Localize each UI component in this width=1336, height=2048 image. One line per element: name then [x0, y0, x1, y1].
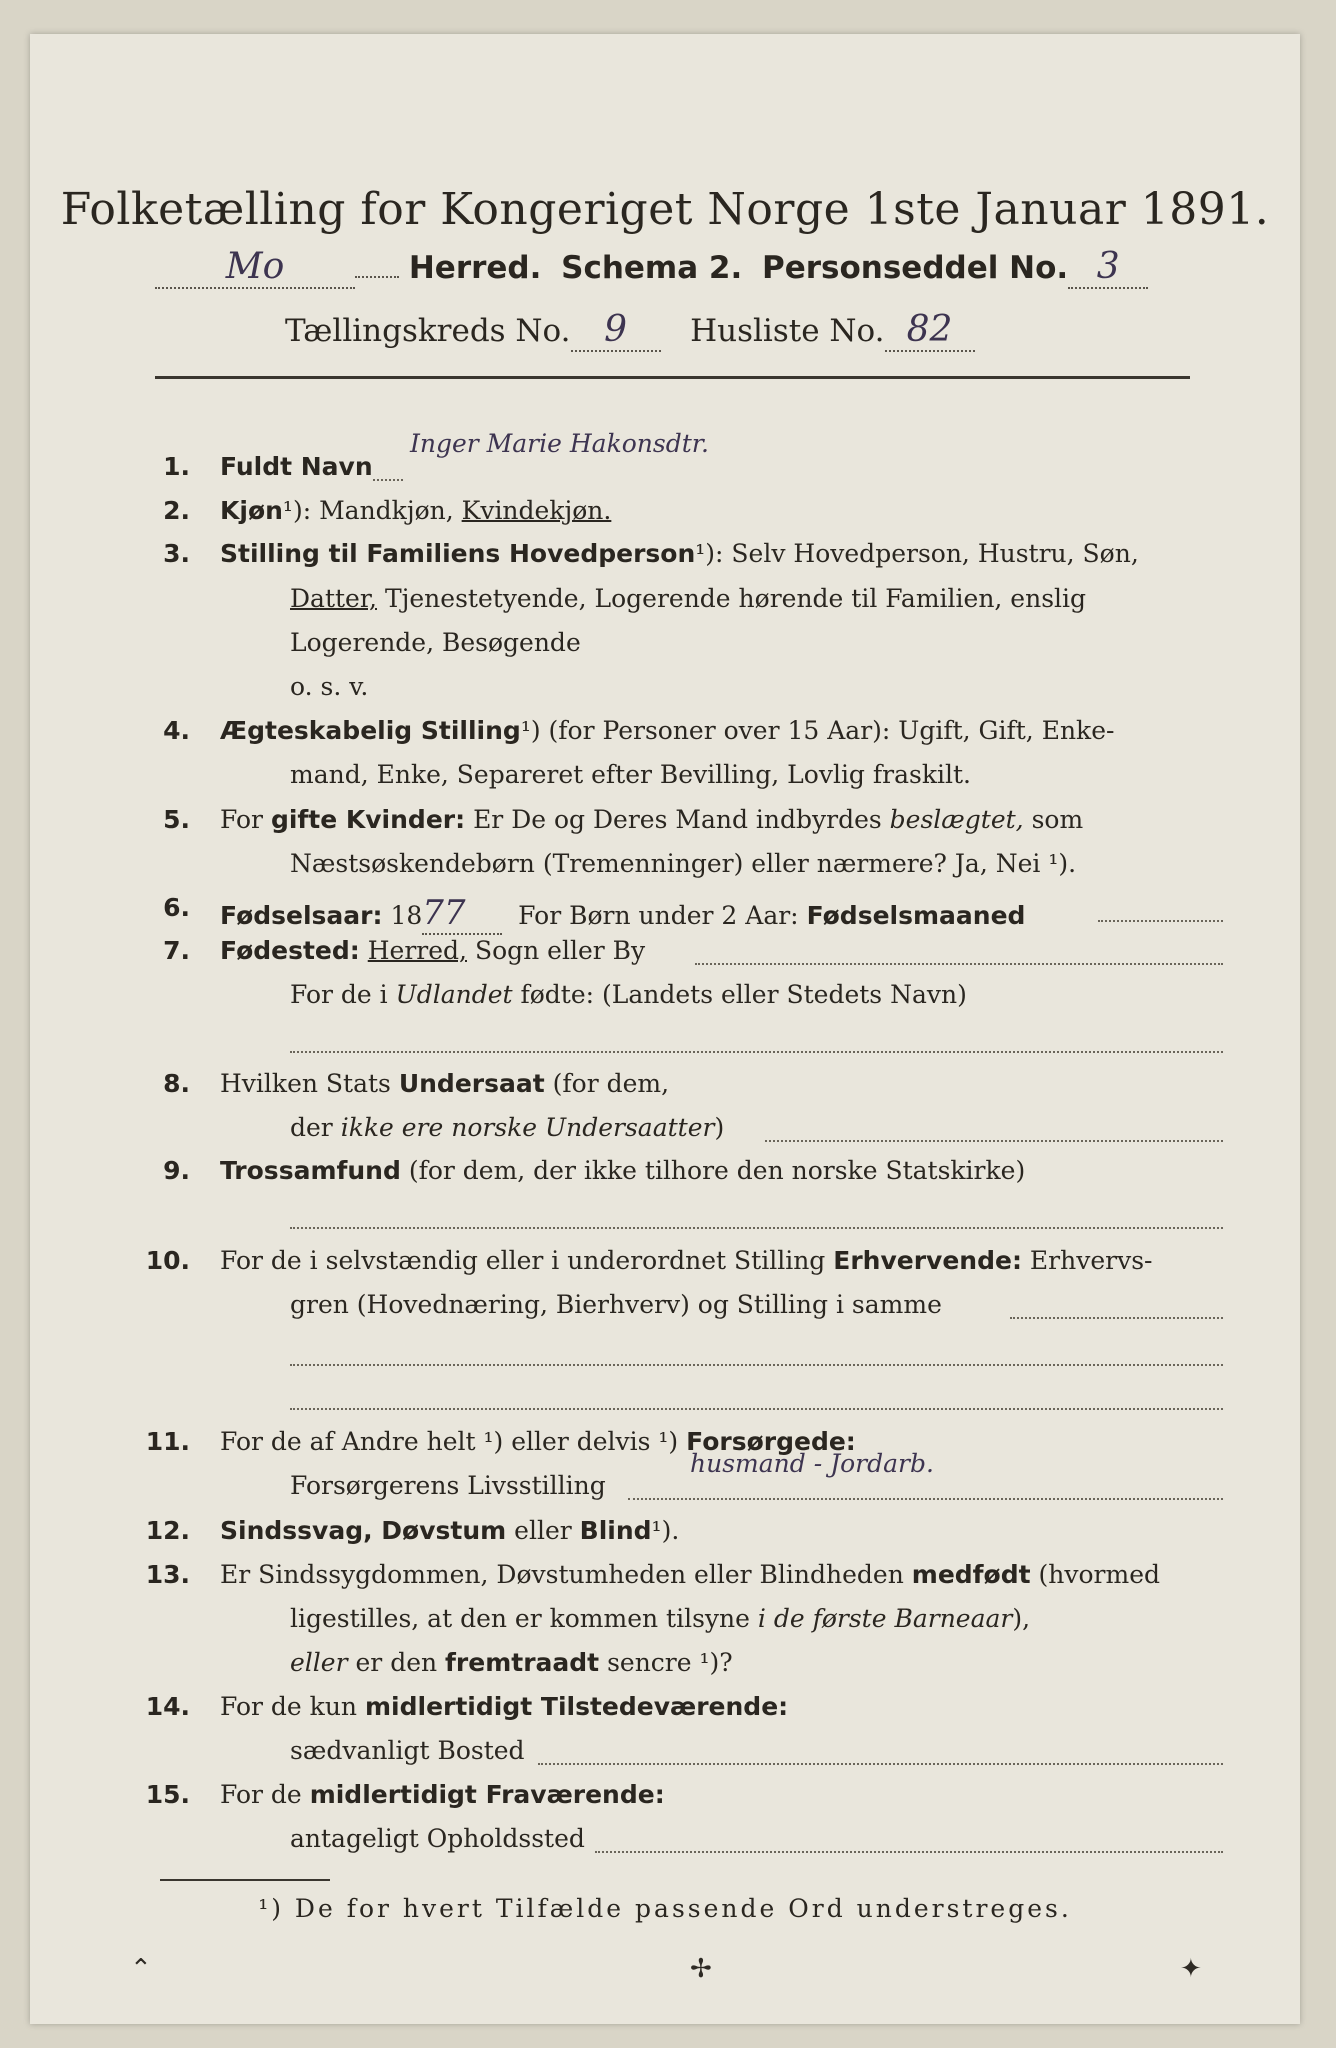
- fodested-text: Sogn eller By: [474, 936, 646, 965]
- item-number: 13.: [145, 1560, 190, 1589]
- footnote: ¹) De for hvert Tilfælde passende Ord understreges.: [258, 1894, 1072, 1923]
- fodested-italic: Udlandet: [395, 980, 513, 1009]
- stilling-option-datter: Datter,: [290, 584, 377, 613]
- fodested-option-herred: Herred,: [367, 936, 467, 965]
- undersaat-text1a: Hvilken Stats: [220, 1069, 391, 1098]
- dot-leader: [1098, 920, 1223, 922]
- fodselsaar-value: 77: [422, 893, 502, 935]
- herred-label: Herred.: [408, 250, 542, 286]
- schema-label: Schema 2.: [561, 250, 743, 286]
- dot-leader: [695, 963, 1223, 965]
- dot-leader: [538, 1763, 1223, 1765]
- undersaat-line2: [290, 1113, 724, 1142]
- sindssvag-label: Sindssvag, Døvstum: [220, 1516, 507, 1545]
- item-number: 14.: [145, 1692, 190, 1721]
- item-number: 15.: [145, 1780, 190, 1809]
- medfodt-line1: [220, 1560, 1160, 1589]
- dot-leader: [290, 1051, 1223, 1053]
- kjon-label: Kjøn: [220, 496, 283, 525]
- item-number: 5.: [163, 805, 190, 834]
- gifte-text-2: Næstsøskendebørn (Tremenninger) eller nærmere? Ja, Nei ¹).: [290, 849, 1077, 878]
- gifte-text-1b: som: [1031, 805, 1084, 834]
- fodselsaar-text: For Børn under 2 Aar:: [518, 901, 799, 930]
- dot-leader: [765, 1140, 1223, 1142]
- dot-leader: [1010, 1317, 1223, 1319]
- medfodt-line2: [290, 1604, 1030, 1633]
- item-number: 2.: [163, 496, 190, 525]
- fodselsaar-prefix: 18: [390, 901, 423, 930]
- medfodt-text3a: er den: [355, 1648, 438, 1677]
- forsorger-value: husmand - Jordarb.: [690, 1449, 934, 1478]
- erhverv-label: Erhvervende:: [833, 1246, 1022, 1275]
- husliste-value: 82: [885, 309, 975, 352]
- medfodt-text2a: ligestilles, at den er kommen tilsyne: [290, 1604, 750, 1633]
- undersaat-line1: [220, 1069, 669, 1098]
- forsorger-label: Forsørgerens Livsstilling: [290, 1471, 606, 1500]
- herred-row: [155, 246, 1148, 289]
- gifte-line1: [220, 805, 1083, 834]
- undersaat-text2b: ): [714, 1113, 725, 1142]
- registration-mark-icon: ✦: [1180, 1954, 1202, 1984]
- sindssvag-end: ¹).: [651, 1516, 680, 1545]
- stilling-options-3: Logerende, Besøgende: [290, 628, 581, 657]
- census-form-sheet: [30, 34, 1300, 2024]
- dot-leader: [290, 1227, 1223, 1229]
- aegteskab-options-2: mand, Enke, Separeret efter Bevilling, Lovlig fraskilt.: [290, 760, 971, 789]
- fodested-text2a: For de i: [290, 980, 388, 1009]
- kjon-option-mand: Mandkjøn,: [319, 496, 454, 525]
- gifte-text-1: Er De og Deres Mand indbyrdes: [473, 805, 882, 834]
- gifte-italic: beslægtet,: [889, 805, 1024, 834]
- stilling-line1: [220, 539, 1139, 568]
- item-number: 9.: [163, 1156, 190, 1185]
- fravaerende-label: midlertidigt Fraværende:: [309, 1780, 665, 1809]
- stilling-label: Stilling til Familiens Hovedperson: [220, 539, 696, 568]
- item-number: 4.: [163, 716, 190, 745]
- gifte-for: For: [220, 805, 263, 834]
- medfodt-italic2: eller: [290, 1648, 348, 1677]
- medfodt-text3b: sencre ¹)?: [607, 1648, 733, 1677]
- form-title: Folketælling for Kongeriget Norge 1ste Januar 1891.: [60, 184, 1270, 235]
- item-number: 12.: [145, 1516, 190, 1545]
- dot-leader: [595, 1851, 1223, 1853]
- husliste-label: Husliste No.: [690, 313, 885, 349]
- kjon-sup: ¹):: [282, 496, 320, 525]
- undersaat-label: Undersaat: [398, 1069, 545, 1098]
- fodested-line1: [220, 936, 645, 965]
- item-number: 10.: [145, 1246, 190, 1275]
- forsorgede-label: Forsørgede:: [686, 1427, 856, 1456]
- fuldt-navn-label: Fuldt Navn: [220, 452, 373, 481]
- forsorgede-text1a: For de af Andre helt ¹) eller delvis ¹): [220, 1427, 679, 1456]
- dot-leader: [373, 479, 403, 481]
- medfodt-label: medfødt: [911, 1560, 1031, 1589]
- header-rule: [155, 376, 1190, 379]
- fodselsaar-label: Fødselsaar:: [220, 901, 383, 930]
- fodselsaar-line: [220, 893, 1025, 935]
- stilling-options-4: o. s. v.: [290, 672, 369, 701]
- item-number: 7.: [163, 936, 190, 965]
- fodested-line2: [290, 980, 967, 1009]
- undersaat-text1b: (for dem,: [552, 1069, 670, 1098]
- registration-mark-icon: ✢: [690, 1954, 712, 1984]
- item-number: 8.: [163, 1069, 190, 1098]
- erhverv-text2: gren (Hovednæring, Bierhverv) og Stilling i samme: [290, 1290, 942, 1319]
- gifte-label: gifte Kvinder:: [270, 805, 466, 834]
- fravaerende-text1a: For de: [220, 1780, 302, 1809]
- tilstede-label: midlertidigt Tilstedeværende:: [364, 1692, 789, 1721]
- fodested-label: Fødested:: [220, 936, 360, 965]
- aegteskab-label: Ægteskabelig Stilling: [220, 716, 521, 745]
- herred-value: Mo: [155, 246, 355, 289]
- stilling-options-2: Tjenestetyende, Logerende hørende til Familien, enslig: [384, 584, 1087, 613]
- erhverv-text1a: For de i selvstændig eller i underordnet Stilling: [220, 1246, 826, 1275]
- personseddel-label: Personseddel No.: [762, 250, 1069, 286]
- sindssvag-text: eller: [514, 1516, 572, 1545]
- fravaerende-line1: [220, 1780, 665, 1809]
- footnote-rule: [160, 1879, 330, 1881]
- trossamfund-label: Trossamfund: [220, 1156, 401, 1185]
- tilstede-line1: [220, 1692, 788, 1721]
- sindssvag-line: [220, 1516, 679, 1545]
- medfodt-italic: i de første Barneaar: [757, 1604, 1013, 1633]
- fremtraadt-label: fremtraadt: [445, 1648, 600, 1677]
- aegteskab-options-1: ¹) (for Personer over 15 Aar): Ugift, Gift, Enke-: [520, 716, 1115, 745]
- medfodt-text1b: (hvormed: [1038, 1560, 1161, 1589]
- kjon-option-kvinde: Kvindekjøn.: [461, 496, 612, 525]
- dot-leader: [290, 1408, 1223, 1410]
- fodested-text2b: fødte: (Landets eller Stedets Navn): [520, 980, 967, 1009]
- stilling-options-1: ¹): Selv Hovedperson, Hustru, Søn,: [695, 539, 1139, 568]
- dot-leader: [628, 1498, 1223, 1500]
- trossamfund-line: [220, 1156, 1025, 1185]
- personseddel-value: 3: [1068, 246, 1148, 289]
- kreds-row: [285, 309, 975, 352]
- item-number: 3.: [163, 539, 190, 568]
- item-number: 11.: [145, 1427, 190, 1456]
- kreds-value: 9: [571, 309, 661, 352]
- aegteskab-line1: [220, 716, 1114, 745]
- bosted-label: sædvanligt Bosted: [290, 1736, 525, 1765]
- erhverv-line1: [220, 1246, 1152, 1275]
- fuldt-navn-value: Inger Marie Hakonsdtr.: [410, 429, 709, 458]
- erhverv-text1b: Erhvervs-: [1029, 1246, 1153, 1275]
- item-number: 1.: [163, 452, 190, 481]
- item-number: 6.: [163, 893, 190, 922]
- opholdssted-label: antageligt Opholdssted: [290, 1824, 585, 1853]
- stilling-line2: [290, 584, 1086, 613]
- undersaat-italic: ikke ere norske Undersaatter: [340, 1113, 715, 1142]
- kreds-label: Tællingskreds No.: [285, 313, 571, 349]
- dot-leader: [290, 1364, 1223, 1366]
- registration-mark-icon: ⌃: [130, 1954, 152, 1984]
- undersaat-text2a: der: [290, 1113, 333, 1142]
- blind-label: Blind: [579, 1516, 652, 1545]
- medfodt-text2b: ),: [1012, 1604, 1031, 1633]
- trossamfund-text: (for dem, der ikke tilhore den norske Statskirke): [408, 1156, 1026, 1185]
- kjon-line: [220, 496, 611, 525]
- fodselsmaaned-label: Fødselsmaaned: [806, 901, 1026, 930]
- tilstede-text1a: For de kun: [220, 1692, 358, 1721]
- medfodt-text1a: Er Sindssygdommen, Døvstumheden eller Blindheden: [220, 1560, 904, 1589]
- medfodt-line3: [290, 1648, 733, 1677]
